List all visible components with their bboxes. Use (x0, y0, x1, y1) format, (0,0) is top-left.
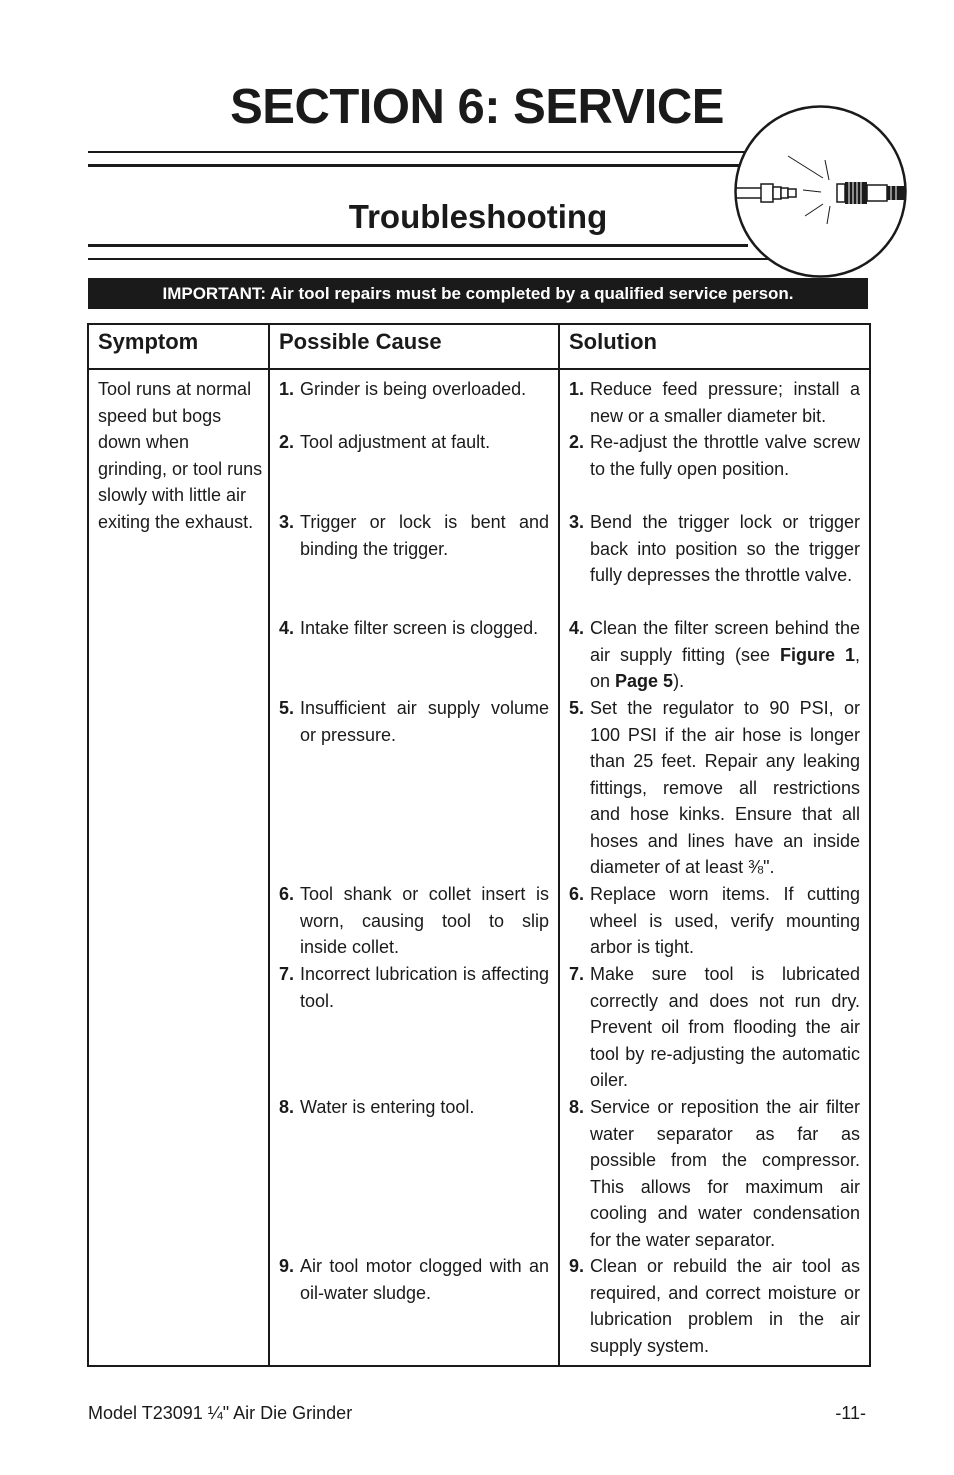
header-possible-cause: Possible Cause (269, 324, 559, 369)
footer-model: Model T23091 ¼" Air Die Grinder (88, 1403, 353, 1423)
table-row (88, 369, 870, 1366)
cause-text: Grinder is being overloaded. (300, 379, 527, 399)
solution-number: 5. (569, 698, 585, 718)
solution-cell (559, 369, 870, 1366)
troubleshooting-table (87, 323, 871, 1367)
cause-number: 6. (279, 884, 295, 904)
cause-cell (269, 369, 559, 1366)
table-header-row (88, 324, 870, 369)
solution-number: 9. (569, 1256, 585, 1276)
cause-number: 4. (279, 618, 295, 638)
cause-number: 9. (279, 1256, 295, 1276)
cause-item (279, 429, 549, 509)
solution-item (569, 961, 860, 1094)
subtitle-rule-thick (88, 244, 748, 247)
cause-number: 3. (279, 512, 295, 532)
solution-text: Service or reposition the air filter water separator as far as possible from the compressor. This allows for maximum air cooling and water condensation for the water separator. (590, 1097, 860, 1250)
cause-text: Air tool motor clogged with an oil-water sludge. (300, 1256, 549, 1303)
solution-text: Bend the trigger lock or trigger back into position so the trigger fully depresses the throttle valve. (590, 512, 860, 585)
page-subtitle: Troubleshooting (348, 198, 608, 235)
cause-item (279, 509, 549, 615)
cause-number: 7. (279, 964, 295, 984)
solution-text-part: ). (673, 671, 685, 691)
page-number: -11- (835, 1403, 866, 1423)
cause-text: Intake filter screen is clogged. (300, 618, 539, 638)
symptom-cell (88, 369, 269, 1366)
cause-text: Water is entering tool. (300, 1097, 475, 1117)
solution-text: Set the regulator to 90 PSI, or 100 PSI if the air hose is longer than 25 feet. Repair any leaking fittings, remove all restrictions and hose kinks. Ensure that all hoses and lines have an inside diameter of at least ⅜". (590, 698, 860, 877)
cause-item (279, 615, 549, 695)
solution-text-part: , on (590, 644, 861, 691)
solution-number: 7. (569, 964, 585, 984)
solution-text: Reduce feed pressure; install a new or a smaller diameter bit. (590, 379, 860, 426)
solution-text: Re-adjust the throttle valve screw to the fully open position. (590, 432, 860, 479)
cause-item (279, 1094, 549, 1253)
cause-item (279, 961, 549, 1094)
cause-number: 5. (279, 698, 295, 718)
cause-text: Tool shank or collet insert is worn, causing tool to slip inside collet. (300, 884, 549, 957)
cause-text: Trigger or lock is bent and binding the trigger. (300, 512, 549, 559)
header-symptom: Symptom (88, 324, 269, 369)
cause-text: Insufficient air supply volume or pressure. (300, 698, 549, 745)
solution-number: 1. (569, 379, 585, 399)
solution-item (569, 615, 860, 695)
cause-item (279, 695, 549, 881)
cause-item (279, 881, 549, 961)
cause-item (279, 376, 549, 429)
cause-text: Tool adjustment at fault. (300, 432, 491, 452)
solution-number: 6. (569, 884, 585, 904)
section-title: SECTION 6: SERVICE (230, 80, 724, 134)
solution-text: Replace worn items. If cutting wheel is used, verify mounting arbor is tight. (590, 884, 860, 957)
important-banner: IMPORTANT: Air tool repairs must be completed by a qualified service person. (88, 278, 868, 309)
header-rule-thick (88, 164, 748, 167)
solution-item (569, 881, 860, 961)
solution-text: Clean or rebuild the air tool as required, and correct moisture or lubrication problem in the air supply system. (590, 1256, 860, 1356)
solution-item (569, 1094, 860, 1253)
solution-item (569, 695, 860, 881)
header-rule-top (88, 151, 748, 153)
page-reference: Page 5 (615, 671, 674, 691)
cause-text: Incorrect lubrication is affecting tool. (300, 964, 549, 1011)
cause-number: 2. (279, 432, 295, 452)
solution-item (569, 1253, 860, 1359)
air-fitting-icon (733, 104, 908, 279)
header-solution: Solution (559, 324, 870, 369)
symptom-text: Tool runs at normal speed but bogs down when grinding, or tool runs slowly with little air exiting the exhaust. (98, 379, 263, 532)
cause-number: 1. (279, 379, 295, 399)
figure-reference: Figure 1 (780, 644, 855, 665)
solution-item (569, 376, 860, 429)
solution-number: 8. (569, 1097, 585, 1117)
solution-item (569, 509, 860, 615)
solution-item (569, 429, 860, 509)
cause-item (279, 1253, 549, 1359)
cause-number: 8. (279, 1097, 295, 1117)
solution-number: 3. (569, 512, 585, 532)
solution-text (590, 615, 860, 695)
solution-number: 4. (569, 618, 585, 638)
solution-text: Make sure tool is lubricated correctly and does not run dry. Prevent oil from flooding the air tool by re-adjusting the automatic oiler. (590, 964, 860, 1090)
solution-number: 2. (569, 432, 585, 452)
solution-text-part: Clean the filter screen behind the air supply fitting (see (590, 618, 860, 665)
